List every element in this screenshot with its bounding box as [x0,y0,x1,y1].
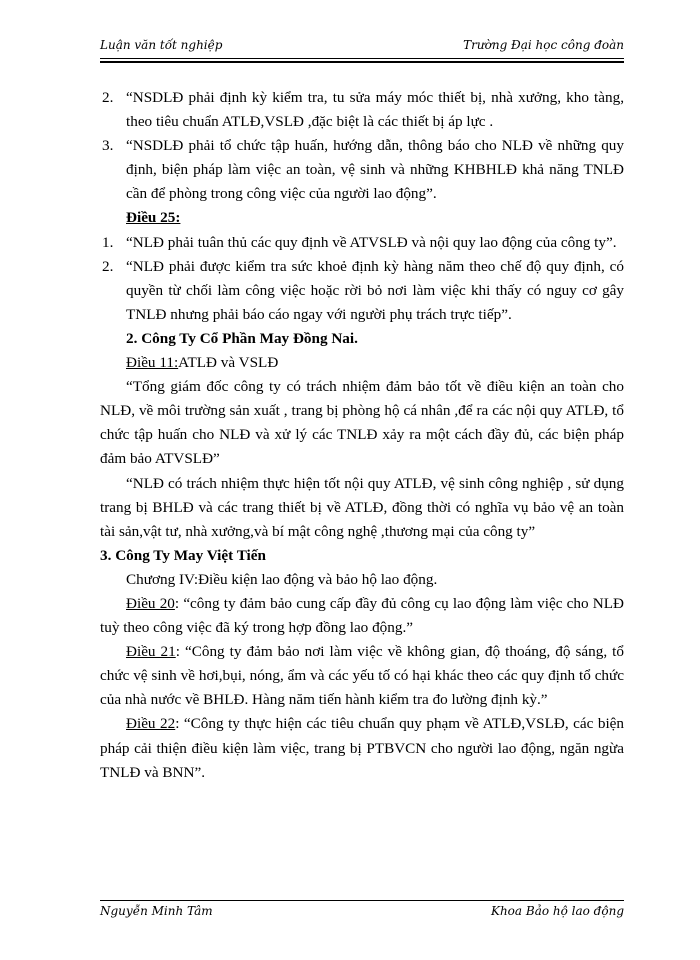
article-label: Điều 21 [126,643,176,661]
list-text: “NLĐ phải được kiểm tra sức khoẻ định kỳ hàng năm theo chế độ quy định, có quyền từ chối làm công việc hoặc rời bỏ nơi làm việc khi thấy có nguy cơ gây TNLĐ nhưng phải báo cáo ngay với người phụ trách trực tiếp”. [126,257,624,323]
header-left-text: Luận văn tốt nghiệp [100,38,223,52]
article-label: Điều 20 [126,594,175,612]
paragraph [100,592,624,640]
paragraph: “NLĐ có trách nhiệm thực hiện tốt nội quy ATLĐ, vệ sinh công nghiệp , sử dụng trang bị BHLĐ và các trang thiết bị về ATLĐ, đồng thời có nghĩa vụ bảo vệ an toàn tài sản,vật tư, nhà xưởng,và bí mật công nghệ ,thương mại của công ty” [100,474,624,540]
list-item [100,255,624,327]
list-item [100,134,624,206]
list-text: “NLĐ phải tuân thủ các quy định về ATVSLĐ và nội quy lao động của công ty”. [126,233,617,251]
list-item [100,231,624,255]
article-label: Điều 11: [126,354,179,372]
header-rule [100,58,624,59]
footer-right-text: Khoa Bảo hộ lao động [490,904,624,918]
document-body [100,86,624,785]
header-right-text: Trường Đại học công đoàn [463,38,624,52]
paragraph: “Tổng giám đốc công ty có trách nhiệm đảm bảo tốt về điều kiện an toàn cho NLĐ, về môi trường sản xuất , trang bị phòng hộ cá nhân ,để ra các nội quy ATLĐ, tổ chức tập huấn cho NLĐ và xử lý các TNLĐ xảy ra một cách đầy đủ, các biện pháp đảm bảo ATVSLĐ” [100,378,624,468]
footer-left-text: Nguyễn Minh Tâm [100,904,213,918]
list-text: “NSDLĐ phải tổ chức tập huấn, hướng dẫn, thông báo cho NLĐ về những quy định, biện pháp làm việc an toàn, vệ sinh và những KHBHLĐ khả năng TNLĐ cần để phòng trong công việc của người lao động”. [126,137,624,203]
article-text: : “công ty đảm bảo cung cấp đầy đủ công cụ lao động làm việc cho NLĐ tuỳ theo công việc đã ký trong hợp đồng lao động.” [100,594,624,637]
article-text: : “Công ty thực hiện các tiêu chuẩn quy phạm về ATLĐ,VSLĐ, các biện pháp cải thiện điều kiện làm việc, trang bị PTBVCN cho người lao động, ngăn ngừa TNLĐ và BNN”. [100,715,625,781]
chapter-line: Chương IV:Điều kiện lao động và bảo hộ lao động. [126,570,438,588]
section-heading: 2. Công Ty Cổ Phần May Đồng Nai. [126,329,358,347]
list-text: “NSDLĐ phải định kỳ kiểm tra, tu sửa máy móc thiết bị, nhà xưởng, kho tàng, theo tiêu chuẩn ATLĐ,VSLĐ ,đặc biệt là các thiết bị áp lực . [126,89,624,131]
list-number: 1. [102,233,114,251]
list-item [100,86,624,134]
list-number: 3. [102,137,114,155]
header-rule-thick [100,61,624,63]
article-text: ATLĐ và VSLĐ [178,354,279,372]
paragraph [100,640,624,712]
article-heading: Điều 25: [126,209,181,227]
article-text: : “Công ty đảm bảo nơi làm việc về không gian, độ thoáng, độ sáng, tổ chức vệ sinh về hơi,bụi, nóng, ẩm và các yếu tố có hại khác theo các quy định tổ chức của nhà nước về BHLĐ. Hàng năm tiến hành kiểm tra đo lường định kỳ.” [100,643,624,709]
paragraph [100,712,624,784]
article-line [100,351,624,375]
footer-rule [100,900,624,901]
list-number: 2. [102,257,114,275]
section-heading: 3. Công Ty May Việt Tiến [100,546,266,564]
list-number: 2. [102,89,114,106]
article-label: Điều 22 [126,715,176,733]
